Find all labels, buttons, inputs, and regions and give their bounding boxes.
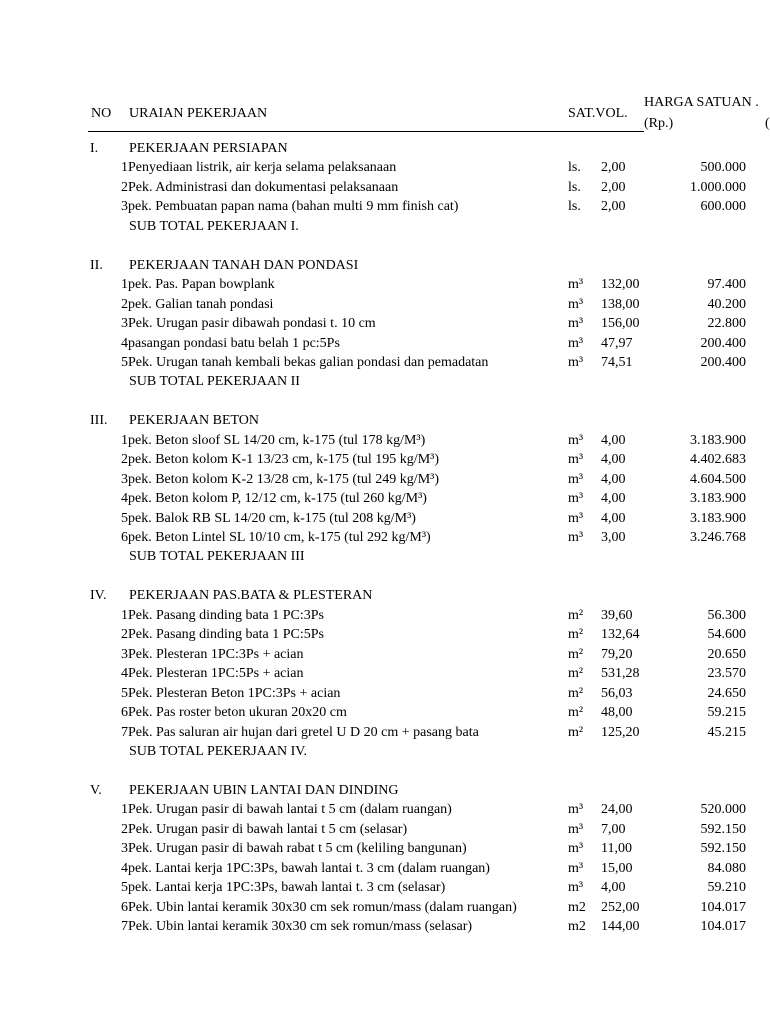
item-unit: ls.	[568, 180, 581, 195]
item-description: Pek. Urugan pasir di bawah lantai t 5 cm (selasar)	[128, 822, 408, 837]
item-unit-price: 3.183.900	[690, 511, 746, 526]
item-description: pek. Lantai kerja 1PC:3Ps, bawah lantai t. 3 cm (dalam ruangan)	[128, 861, 490, 876]
item-unit: m³	[568, 452, 584, 467]
item-description: Pek. Urugan tanah kembali bekas galian pondasi dan pemadatan	[128, 355, 489, 370]
item-unit: m³	[568, 355, 584, 370]
item-number: 2	[121, 297, 128, 312]
item-unit-price: 84.080	[707, 861, 746, 876]
item-volume: 4,00	[601, 880, 626, 895]
item-volume: 4,00	[601, 511, 626, 526]
item-unit: m³	[568, 530, 584, 545]
item-volume: 3,00	[601, 530, 626, 545]
item-description: Pek. Pasang dinding bata 1 PC:5Ps	[128, 627, 325, 642]
item-unit: m³	[568, 433, 584, 448]
item-unit-price: 54.600	[707, 627, 746, 642]
item-unit: m2	[568, 900, 586, 915]
item-number: 4	[121, 336, 128, 351]
item-description: Pek. Plesteran 1PC:3Ps + acian	[128, 647, 304, 662]
item-volume: 2,00	[601, 199, 626, 214]
item-unit-price: 59.215	[707, 705, 746, 720]
item-number: 6	[121, 705, 128, 720]
item-unit-price: 600.000	[700, 199, 746, 214]
item-unit-price: 4.604.500	[690, 472, 746, 487]
item-unit-price: 200.400	[700, 336, 746, 351]
item-unit: ls.	[568, 199, 581, 214]
item-volume: 47,97	[601, 336, 633, 351]
header-no: NO	[91, 106, 112, 121]
item-number: 5	[121, 686, 128, 701]
item-description: Penyediaan listrik, air kerja selama pelaksanaan	[128, 160, 397, 175]
item-description: Pek. Ubin lantai keramik 30x30 cm sek romun/mass (dalam ruangan)	[128, 900, 517, 915]
item-number: 1	[121, 160, 128, 175]
item-number: 7	[121, 725, 128, 740]
item-unit-price: 520.000	[700, 802, 746, 817]
item-volume: 74,51	[601, 355, 633, 370]
item-volume: 138,00	[601, 297, 640, 312]
item-number: 2	[121, 180, 128, 195]
item-volume: 24,00	[601, 802, 633, 817]
item-unit-price: 97.400	[707, 277, 746, 292]
item-number: 2	[121, 627, 128, 642]
item-unit: m³	[568, 822, 584, 837]
item-number: 2	[121, 452, 128, 467]
item-unit: ls.	[568, 160, 581, 175]
item-unit-price: 104.017	[700, 900, 746, 915]
item-number: 4	[121, 861, 128, 876]
item-unit-price: 59.210	[707, 880, 746, 895]
item-description: pek. Beton kolom K-1 13/23 cm, k-175 (tul 195 kg/M³)	[128, 452, 440, 467]
item-volume: 2,00	[601, 160, 626, 175]
item-unit-price: 56.300	[707, 608, 746, 623]
item-unit: m³	[568, 472, 584, 487]
item-description: pek. Lantai kerja 1PC:3Ps, bawah lantai t. 3 cm (selasar)	[128, 880, 446, 895]
item-unit-price: 40.200	[707, 297, 746, 312]
item-unit: m³	[568, 336, 584, 351]
section-subtotal: SUB TOTAL PEKERJAAN IV.	[129, 744, 308, 759]
item-number: 3	[121, 472, 128, 487]
header-harga-unit: (Rp.)	[644, 116, 674, 131]
section-title: PEKERJAAN TANAH DAN PONDASI	[129, 258, 359, 273]
item-number: 5	[121, 880, 128, 895]
item-unit: m²	[568, 608, 584, 623]
item-number: 7	[121, 919, 128, 934]
item-description: Pek. Urugan pasir dibawah pondasi t. 10 cm	[128, 316, 376, 331]
item-unit-price: 1.000.000	[690, 180, 746, 195]
item-number: 5	[121, 511, 128, 526]
item-unit: m³	[568, 491, 584, 506]
item-unit-price: 3.183.900	[690, 491, 746, 506]
item-volume: 144,00	[601, 919, 640, 934]
item-unit: m³	[568, 802, 584, 817]
item-unit: m²	[568, 725, 584, 740]
item-volume: 15,00	[601, 861, 633, 876]
section-title: PEKERJAAN PERSIAPAN	[129, 141, 288, 156]
item-description: Pek. Plesteran Beton 1PC:3Ps + acian	[128, 686, 341, 701]
item-volume: 125,20	[601, 725, 640, 740]
item-unit-price: 22.800	[707, 316, 746, 331]
item-number: 4	[121, 666, 128, 681]
item-volume: 4,00	[601, 491, 626, 506]
item-description: pek. Pembuatan papan nama (bahan multi 9 mm finish cat)	[128, 199, 459, 214]
item-unit: m³	[568, 511, 584, 526]
item-unit-price: 4.402.683	[690, 452, 746, 467]
section-subtotal: SUB TOTAL PEKERJAAN III	[129, 549, 305, 564]
item-volume: 531,28	[601, 666, 640, 681]
item-description: Pek. Ubin lantai keramik 30x30 cm sek romun/mass (selasar)	[128, 919, 473, 934]
section-title: PEKERJAAN UBIN LANTAI DAN DINDING	[129, 783, 399, 798]
item-unit: m³	[568, 277, 584, 292]
item-unit: m³	[568, 316, 584, 331]
item-unit-price: 20.650	[707, 647, 746, 662]
item-unit: m³	[568, 861, 584, 876]
header-uraian: URAIAN PEKERJAAN	[129, 106, 268, 121]
item-unit: m²	[568, 627, 584, 642]
item-description: pek. Balok RB SL 14/20 cm, k-175 (tul 208 kg/M³)	[128, 511, 416, 526]
item-unit-price: 592.150	[700, 822, 746, 837]
item-number: 1	[121, 433, 128, 448]
item-unit-price: 23.570	[707, 666, 746, 681]
item-unit-price: 45.215	[707, 725, 746, 740]
header-satvol: SAT.VOL.	[568, 106, 628, 121]
item-description: Pek. Urugan pasir di bawah lantai t 5 cm (dalam ruangan)	[128, 802, 452, 817]
item-volume: 252,00	[601, 900, 640, 915]
item-number: 6	[121, 530, 128, 545]
item-unit: m²	[568, 666, 584, 681]
item-unit-price: 104.017	[700, 919, 746, 934]
item-volume: 39,60	[601, 608, 633, 623]
item-unit-price: 3.183.900	[690, 433, 746, 448]
item-volume: 4,00	[601, 452, 626, 467]
item-volume: 79,20	[601, 647, 633, 662]
item-volume: 4,00	[601, 433, 626, 448]
section-number: V.	[90, 783, 102, 798]
item-description: pek. Galian tanah pondasi	[128, 297, 274, 312]
section-title: PEKERJAAN PAS.BATA & PLESTERAN	[129, 588, 373, 603]
item-unit: m²	[568, 647, 584, 662]
section-subtotal: SUB TOTAL PEKERJAAN I.	[129, 219, 299, 234]
section-number: IV.	[90, 588, 107, 603]
item-description: Pek. Urugan pasir di bawah rabat t 5 cm (keliling bangunan)	[128, 841, 467, 856]
section-number: III.	[90, 413, 108, 428]
item-number: 5	[121, 355, 128, 370]
item-description: pek. Beton kolom P, 12/12 cm, k-175 (tul 260 kg/M³)	[128, 491, 427, 506]
item-unit: m2	[568, 919, 586, 934]
item-number: 2	[121, 822, 128, 837]
header-harga-satuan: HARGA SATUAN .	[644, 95, 759, 110]
item-description: Pek. Pas roster beton ukuran 20x20 cm	[128, 705, 347, 720]
item-number: 3	[121, 199, 128, 214]
item-unit-price: 200.400	[700, 355, 746, 370]
item-description: pek. Pas. Papan bowplank	[128, 277, 275, 292]
item-volume: 48,00	[601, 705, 633, 720]
item-unit: m³	[568, 841, 584, 856]
item-number: 1	[121, 277, 128, 292]
item-description: pek. Beton sloof SL 14/20 cm, k-175 (tul 178 kg/M³)	[128, 433, 426, 448]
item-number: 3	[121, 316, 128, 331]
section-subtotal: SUB TOTAL PEKERJAAN II	[129, 374, 300, 389]
item-description: pasangan pondasi batu belah 1 pc:5Ps	[128, 336, 340, 351]
item-unit-price: 592.150	[700, 841, 746, 856]
item-volume: 11,00	[601, 841, 632, 856]
item-unit: m²	[568, 686, 584, 701]
item-number: 3	[121, 841, 128, 856]
item-unit: m²	[568, 705, 584, 720]
header-rule	[88, 131, 644, 132]
item-volume: 2,00	[601, 180, 626, 195]
item-volume: 156,00	[601, 316, 640, 331]
item-description: Pek. Plesteran 1PC:5Ps + acian	[128, 666, 304, 681]
item-unit: m³	[568, 297, 584, 312]
item-number: 1	[121, 802, 128, 817]
item-description: pek. Beton kolom K-2 13/28 cm, k-175 (tul 249 kg/M³)	[128, 472, 440, 487]
item-description: Pek. Pas saluran air hujan dari gretel U D 20 cm + pasang bata	[128, 725, 479, 740]
item-number: 3	[121, 647, 128, 662]
item-description: Pek. Administrasi dan dokumentasi pelaksanaan	[128, 180, 399, 195]
item-number: 6	[121, 900, 128, 915]
item-volume: 4,00	[601, 472, 626, 487]
item-volume: 132,64	[601, 627, 640, 642]
item-unit-price: 500.000	[700, 160, 746, 175]
section-number: I.	[90, 141, 99, 156]
item-unit: m³	[568, 880, 584, 895]
item-number: 4	[121, 491, 128, 506]
section-title: PEKERJAAN BETON	[129, 413, 260, 428]
item-volume: 7,00	[601, 822, 626, 837]
item-number: 1	[121, 608, 128, 623]
item-unit-price: 3.246.768	[690, 530, 746, 545]
section-number: II.	[90, 258, 103, 273]
item-unit-price: 24.650	[707, 686, 746, 701]
item-volume: 56,03	[601, 686, 633, 701]
item-description: pek. Beton Lintel SL 10/10 cm, k-175 (tul 292 kg/M³)	[128, 530, 431, 545]
item-volume: 132,00	[601, 277, 640, 292]
header-cut-column: (	[765, 116, 770, 131]
item-description: Pek. Pasang dinding bata 1 PC:3Ps	[128, 608, 325, 623]
